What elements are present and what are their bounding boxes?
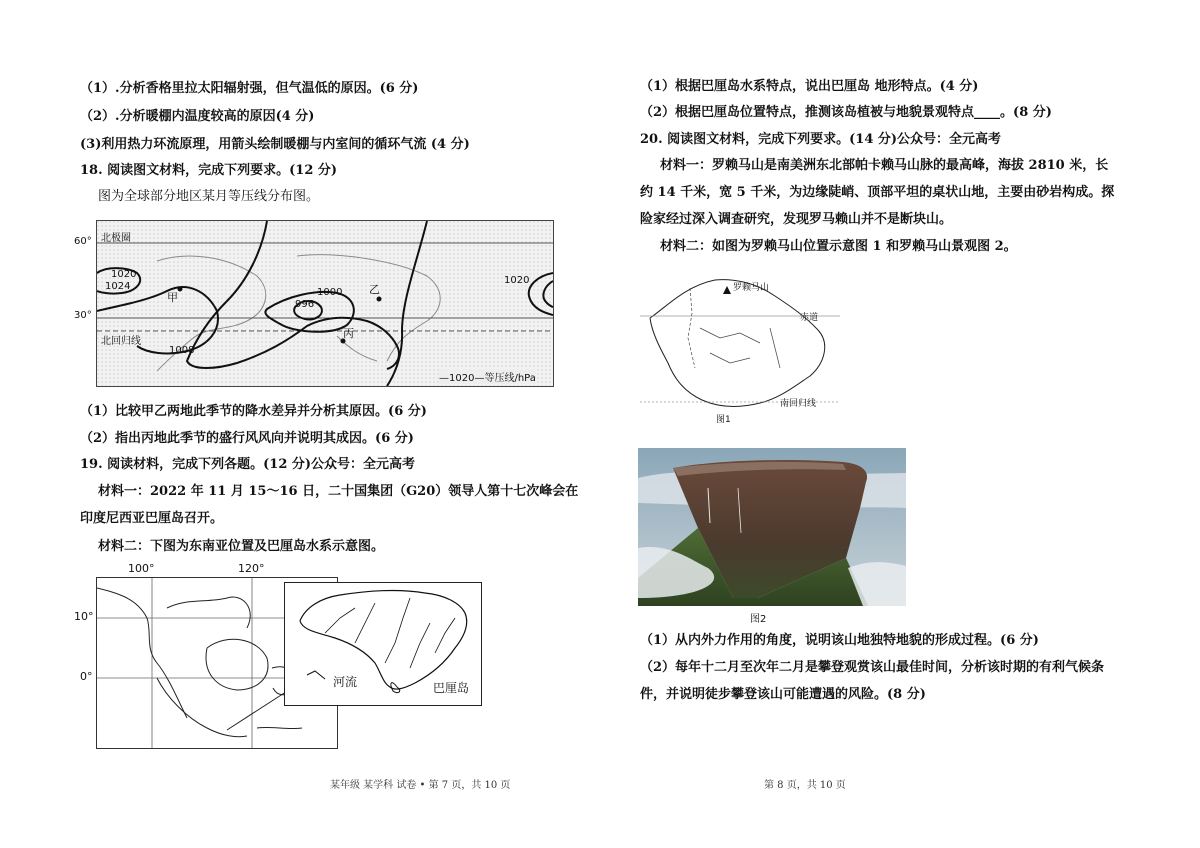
isobar-1008-label: 1008 bbox=[169, 345, 195, 356]
lat-30-label: 30° bbox=[74, 310, 92, 321]
roraima-label: 罗赖马山 bbox=[733, 283, 770, 293]
place-yi: 乙 bbox=[369, 283, 380, 296]
q20-material1-c: 险家经过深入调查研究，发现罗马赖山并不是断块山。 bbox=[640, 212, 953, 227]
isobar-1020-left-label: 1020 bbox=[111, 269, 137, 280]
q20-material2: 材料二：如图为罗赖马山位置示意图 1 和罗赖马山景观图 2。 bbox=[660, 239, 1017, 254]
left-page-footer: 某年级 某学科 试卷 • 第 7 页，共 10 页 bbox=[330, 780, 511, 791]
q18-1: （1）比较甲乙两地此季节的降水差异并分析其原因。(6 分) bbox=[80, 404, 427, 419]
roraima-photo-svg bbox=[638, 448, 906, 606]
q19-material1-b: 印度尼西亚巴厘岛召开。 bbox=[80, 511, 224, 526]
q17-1: （1）.分析香格里拉太阳辐射强，但气温低的原因。(6 分) bbox=[80, 81, 419, 96]
bali-label: 巴厘岛 bbox=[433, 681, 470, 695]
q19-1: （1）根据巴厘岛水系特点，说出巴厘岛 地形特点。(4 分) bbox=[640, 79, 979, 94]
isobar-map-svg bbox=[97, 221, 553, 386]
q20-title: 20. 阅读图文材料，完成下列要求。(14 分)公众号：全元高考 bbox=[640, 132, 1002, 147]
q17-3: (3)利用热力环流原理，用箭头绘制暖棚与内室间的循环气流 (4 分) bbox=[80, 137, 470, 152]
q18-intro: 图为全球部分地区某月等压线分布图。 bbox=[98, 189, 320, 204]
lat-60-label: 60° bbox=[74, 236, 92, 247]
lon-100-label: 100° bbox=[128, 562, 155, 575]
isobar-996-label: 996 bbox=[295, 299, 315, 310]
arctic-circle-label: 北极圈 bbox=[101, 233, 131, 244]
lat-10-label: 10° bbox=[74, 610, 94, 623]
q20-2a: （2）每年十二月至次年二月是攀登观赏该山最佳时间，分析该时期的有利气候条 bbox=[640, 660, 1105, 675]
q19-title: 19. 阅读材料，完成下列各题。(12 分)公众号：全元高考 bbox=[80, 457, 416, 472]
isobar-1000-label: 1000 bbox=[317, 287, 343, 298]
lon-120-label: 120° bbox=[238, 562, 265, 575]
q20-2b: 件，并说明徒步攀登该山可能遭遇的风险。(8 分) bbox=[640, 687, 926, 702]
south-america-map bbox=[640, 268, 840, 428]
isobar-map bbox=[96, 220, 554, 387]
q20-material1-a: 材料一：罗赖马山是南美洲东北部帕卡赖马山脉的最高峰，海拔 2810 米，长 bbox=[660, 158, 1109, 173]
q19-material2: 材料二：下图为东南亚位置及巴厘岛水系示意图。 bbox=[98, 539, 385, 554]
roraima-photo bbox=[638, 448, 906, 606]
river-legend-label: 河流 bbox=[333, 675, 358, 689]
q18-title: 18. 阅读图文材料，完成下列要求。(12 分) bbox=[80, 163, 338, 178]
capricorn-label: 南回归线 bbox=[780, 399, 817, 409]
tropic-label: 北回归线 bbox=[101, 336, 141, 347]
isobar-legend: —1020—等压线/hPa bbox=[439, 369, 536, 384]
isobar-1024-label: 1024 bbox=[105, 281, 131, 292]
right-page-footer: 第 8 页，共 10 页 bbox=[764, 780, 846, 791]
equator-label: 赤道 bbox=[800, 313, 819, 323]
fig2-caption: 图2 bbox=[750, 614, 767, 625]
q17-2: （2）.分析暖棚内温度较高的原因(4 分) bbox=[80, 109, 315, 124]
bali-inset bbox=[284, 582, 482, 706]
right-page bbox=[600, 0, 1200, 848]
q19-2: （2）根据巴厘岛位置特点，推测该岛植被与地貌景观特点____。(8 分) bbox=[640, 105, 1052, 120]
isobar-1020-right-label: 1020 bbox=[504, 275, 530, 286]
place-bing: 丙 bbox=[343, 327, 354, 340]
fig1-caption: 图1 bbox=[716, 415, 731, 425]
q20-1: （1）从内外力作用的角度，说明该山地独特地貌的形成过程。(6 分) bbox=[640, 633, 1039, 648]
lat-0-label: 0° bbox=[80, 670, 93, 683]
q19-material1-a: 材料一：2022 年 11 月 15～16 日，二十国集团（G20）领导人第十七次峰会在 bbox=[98, 484, 579, 499]
q20-material1-b: 约 14 千米，宽 5 千米，为边缘陡峭、顶部平坦的桌状山地，主要由砂岩构成。探 bbox=[640, 185, 1115, 200]
place-jia: 甲 bbox=[167, 291, 178, 304]
q18-2: （2）指出丙地此季节的盛行风风向并说明其成因。(6 分) bbox=[80, 431, 414, 446]
